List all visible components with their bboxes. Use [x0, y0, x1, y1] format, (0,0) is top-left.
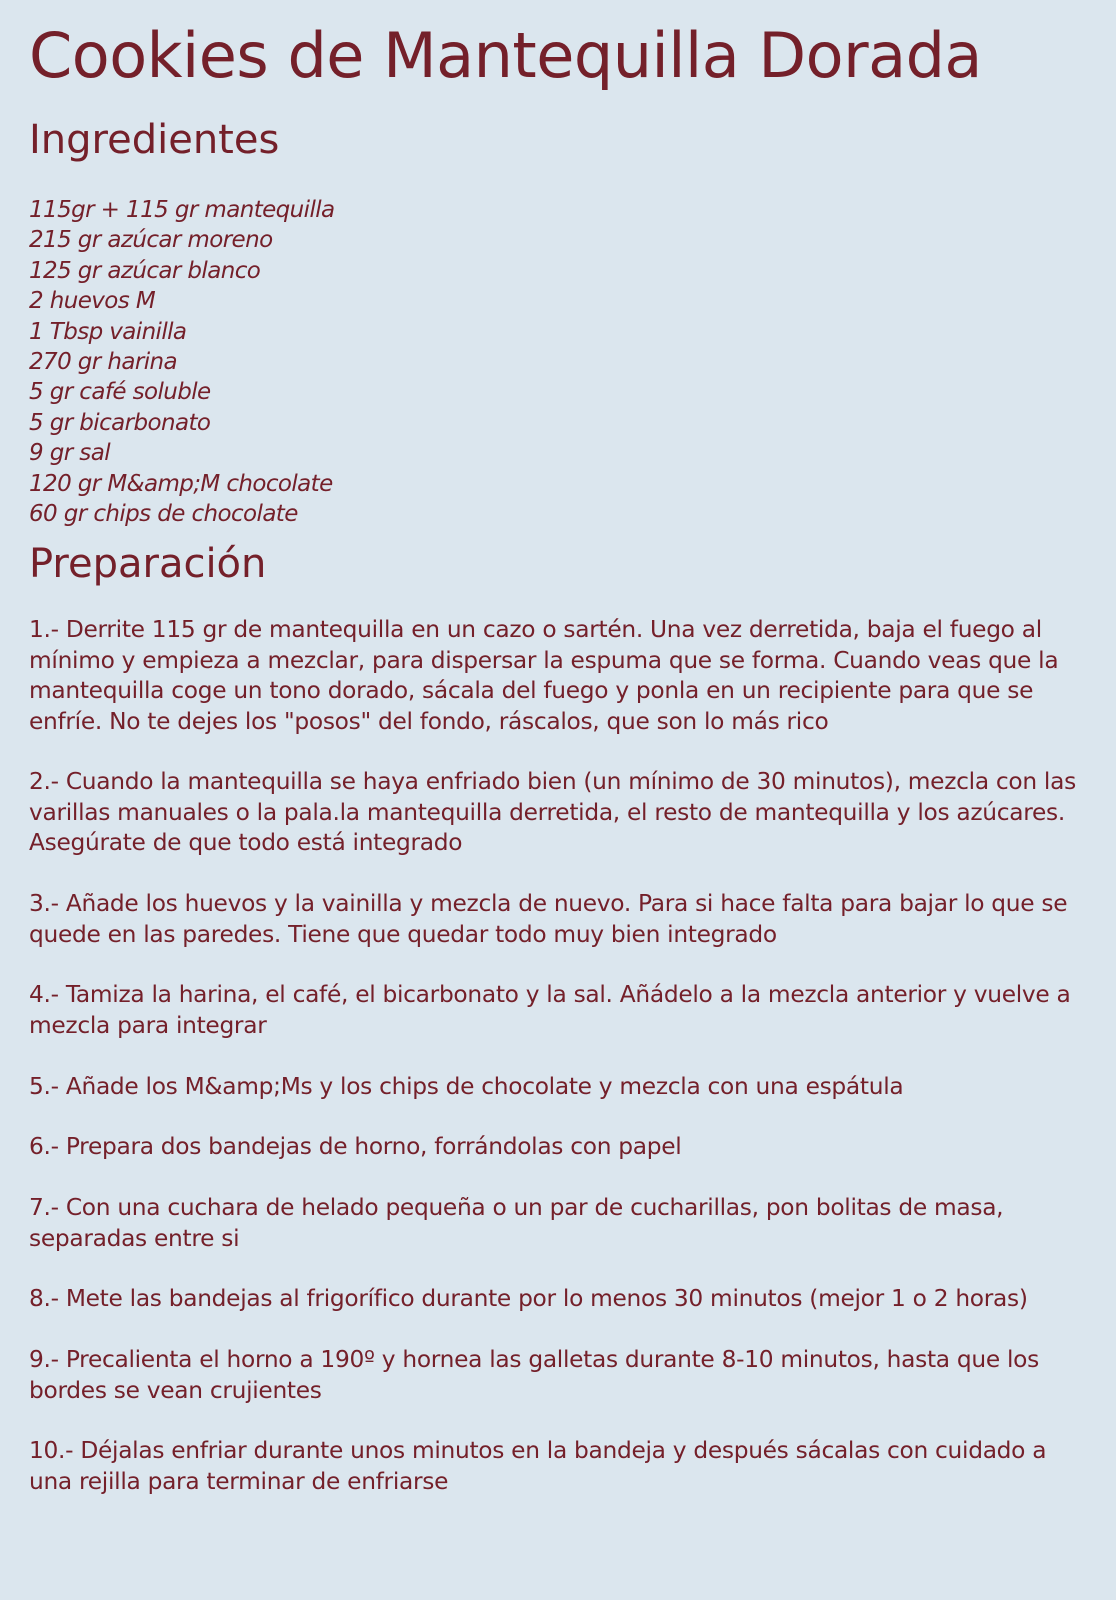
- step-10: 10.- Déjalas enfriar durante unos minutos en la bandeja y después sácalas con cuidado a una rejilla para terminar de enfriarse: [29, 1437, 1047, 1495]
- ingredient-item: 270 gr harina: [29, 349, 177, 376]
- ingredient-item: 120 gr M&amp;M chocolate: [29, 470, 333, 497]
- step-9: 9.- Precalienta el horno a 190º y hornea las galletas durante 8-10 minutos, hasta que los bordes se vean crujientes: [29, 1346, 1039, 1404]
- step-6: 6.- Prepara dos bandejas de horno, forrándolas con papel: [29, 1133, 682, 1161]
- ingredient-item: 5 gr café soluble: [29, 379, 211, 406]
- step-5: 5.- Añade los M&amp;Ms y los chips de chocolate y mezcla con una espátula: [29, 1072, 904, 1100]
- ingredient-item: 1 Tbsp vainilla: [29, 318, 187, 345]
- recipe-title: Cookies de Mantequilla Dorada: [29, 19, 982, 92]
- step-2: 2.- Cuando la mantequilla se haya enfriado bien (un mínimo de 30 minutos), mezcla con las varillas manuales o la pala.la mantequilla derretida, el resto de mantequilla y los azúcares. Asegúrate de que todo está integrado: [29, 768, 1076, 857]
- ingredient-item: 60 gr chips de chocolate: [29, 501, 298, 528]
- ingredient-item: 125 gr azúcar blanco: [29, 257, 261, 284]
- ingredient-item: 2 huevos M: [29, 288, 156, 315]
- ingredient-item: 115gr + 115 gr mantequilla: [29, 197, 335, 223]
- step-3: 3.- Añade los huevos y la vainilla y mezcla de nuevo. Para si hace falta para bajar lo que se quede en las paredes. Tiene que quedar todo muy bien integrado: [29, 890, 1068, 948]
- step-1: 1.- Derrite 115 gr de mantequilla en un cazo o sartén. Una vez derretida, baja el fuego al mínimo y empieza a mezclar, para dispersar la espuma que se forma. Cuando veas que la mantequilla coge un tono dorado, sácala del fuego y ponla en un recipiente para que se enfríe. No te dejes los "posos" del fondo, ráscalos, que son lo más rico: [29, 616, 1059, 735]
- ingredient-item: 5 gr bicarbonato: [29, 409, 211, 436]
- ingredients-heading: Ingredientes: [29, 117, 280, 163]
- step-7: 7.- Con una cuchara de helado pequeña o un par de cucharillas, pon bolitas de masa, separadas entre si: [29, 1194, 1004, 1252]
- step-4: 4.- Tamiza la harina, el café, el bicarbonato y la sal. Añádelo a la mezcla anterior y vuelve a mezcla para integrar: [29, 981, 1071, 1039]
- ingredients-list: [29, 195, 1087, 529]
- ingredient-item: 215 gr azúcar moreno: [29, 227, 273, 254]
- preparation-heading: Preparación: [29, 541, 267, 588]
- step-8: 8.- Mete las bandejas al frigorífico durante por lo menos 30 minutos (mejor 1 o 2 horas): [29, 1285, 1028, 1313]
- preparation-steps: [29, 615, 1087, 1497]
- ingredient-item: 9 gr sal: [29, 440, 110, 467]
